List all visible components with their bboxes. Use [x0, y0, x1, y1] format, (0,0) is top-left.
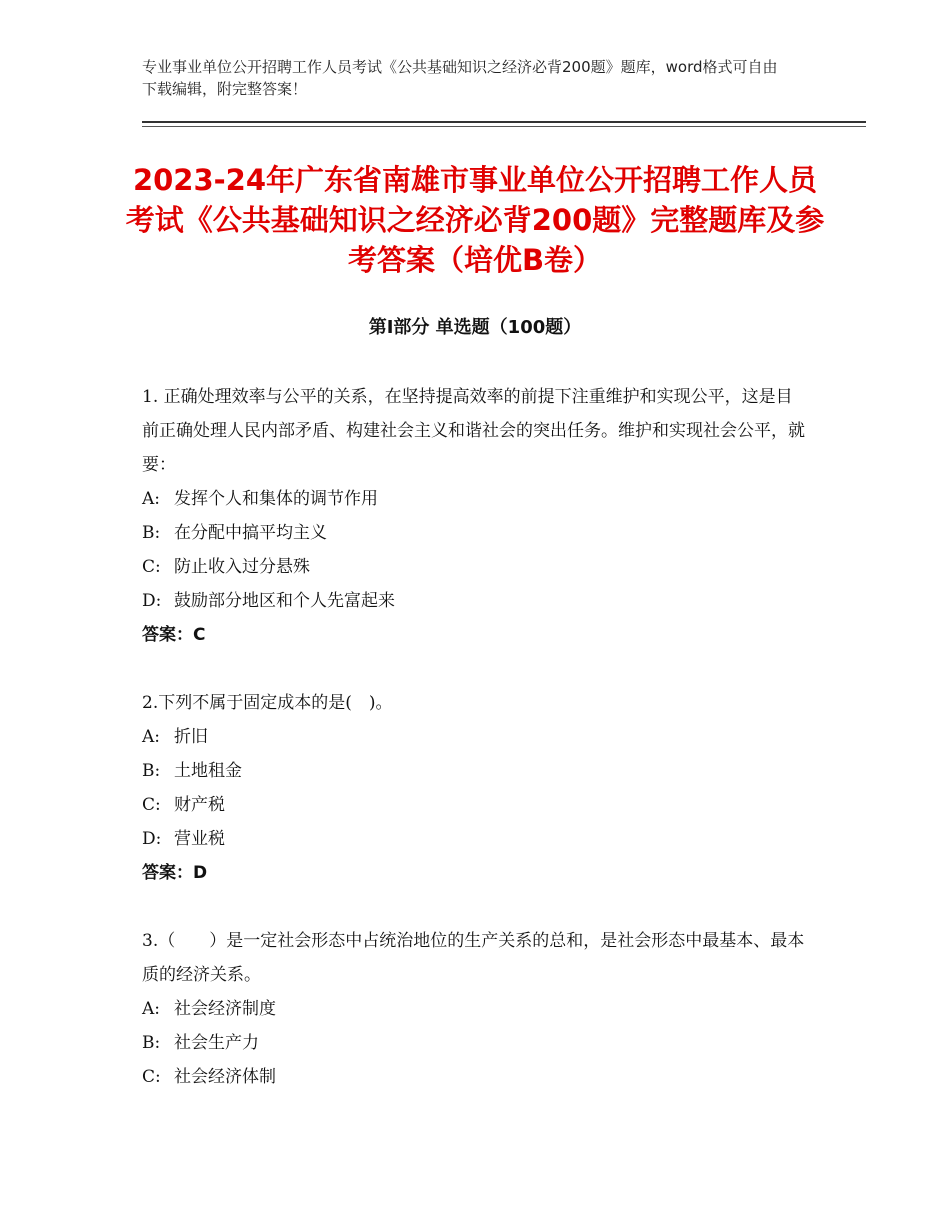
option-text: 土地租金	[174, 761, 242, 781]
option-b	[142, 1026, 808, 1060]
question-list	[142, 380, 808, 1128]
option-b	[142, 516, 808, 550]
option-letter: A:	[142, 999, 161, 1019]
option-a	[142, 992, 808, 1026]
option-text: 在分配中搞平均主义	[174, 523, 327, 543]
option-letter: D:	[142, 591, 162, 611]
option-text: 社会经济制度	[174, 999, 276, 1019]
question-stem: 2.下列不属于固定成本的是( )。	[142, 693, 393, 713]
option-letter: A:	[142, 727, 161, 747]
option-letter: B:	[142, 1033, 161, 1053]
option-text: 发挥个人和集体的调节作用	[174, 489, 378, 509]
option-letter: A:	[142, 489, 161, 509]
option-text: 社会经济体制	[174, 1067, 276, 1087]
option-text: 营业税	[174, 829, 225, 849]
option-c	[142, 550, 808, 584]
question-2	[142, 686, 808, 890]
answer-line: 答案：C	[142, 625, 206, 645]
question-stem: 3.（ ）是一定社会形态中占统治地位的生产关系的总和，是社会形态中最基本、最本质的经济关系。	[142, 931, 805, 985]
option-letter: C:	[142, 557, 161, 577]
question-3	[142, 924, 808, 1094]
option-text: 财产税	[174, 795, 225, 815]
header-note: 专业事业单位公开招聘工作人员考试《公共基础知识之经济必背200题》题库，word格式可自由下载编辑，附完整答案！	[142, 58, 778, 98]
option-letter: B:	[142, 761, 161, 781]
option-b	[142, 754, 808, 788]
option-text: 折旧	[174, 727, 208, 747]
option-a	[142, 720, 808, 754]
section-title: 第Ⅰ部分 单选题（100题）	[368, 317, 582, 338]
option-text: 防止收入过分悬殊	[174, 557, 310, 577]
option-c	[142, 1060, 808, 1094]
option-d	[142, 822, 808, 856]
option-letter: B:	[142, 523, 161, 543]
option-a	[142, 482, 808, 516]
header-divider	[142, 121, 866, 123]
question-stem: 1. 正确处理效率与公平的关系，在坚持提高效率的前提下注重维护和实现公平，这是目前正确处理人民内部矛盾、构建社会主义和谐社会的突出任务。维护和实现社会公平，就要：	[142, 387, 805, 475]
option-d	[142, 584, 808, 618]
answer-line: 答案：D	[142, 863, 208, 883]
option-c	[142, 788, 808, 822]
question-1	[142, 380, 808, 652]
option-text: 鼓励部分地区和个人先富起来	[174, 591, 395, 611]
document-title: 2023-24年广东省南雄市事业单位公开招聘工作人员考试《公共基础知识之经济必背200题》完整题库及参考答案（培优B卷）	[125, 163, 825, 277]
option-letter: C:	[142, 1067, 161, 1087]
header-divider-thin	[142, 126, 866, 127]
option-letter: C:	[142, 795, 161, 815]
option-letter: D:	[142, 829, 162, 849]
option-text: 社会生产力	[174, 1033, 259, 1053]
